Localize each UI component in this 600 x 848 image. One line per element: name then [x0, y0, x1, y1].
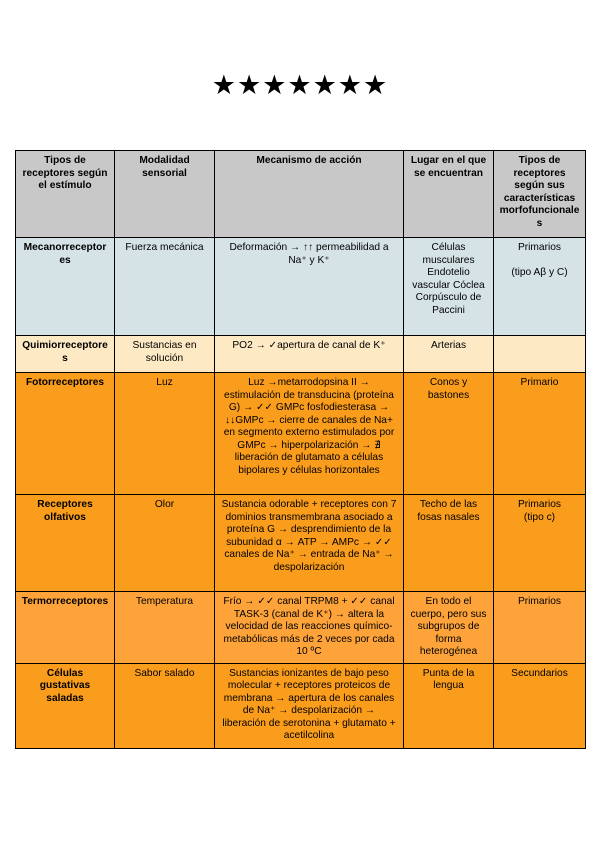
- table-row: [16, 336, 586, 373]
- cell-tipo: Mecanorreceptores: [16, 238, 115, 336]
- cell-modalidad: Fuerza mecánica: [115, 238, 215, 336]
- cell-mecanismo: Sustancias ionizantes de bajo peso molecular + receptores proteicos de membrana → apertura de los canales de Na⁺ → despolarización → liberación de serotonina + glutamato + acetilcolina: [215, 663, 404, 748]
- cell-tipo: Receptores olfativos: [16, 495, 115, 592]
- cell-lugar: Conos y bastones: [404, 373, 494, 495]
- cell-mecanismo: Luz →metarrodopsina II → estimulación de transducina (proteína G) → ✓✓ GMPc fosfodiesterasa → ↓↓GMPc → cierre de canales de Na+ en segmento externo estimulados por GMPc → hiperpolarización → ∄ liberación de glutamato a células bipolares y células horizontales: [215, 373, 404, 495]
- cell-tipo: Termorreceptores: [16, 592, 115, 664]
- cell-modalidad: Luz: [115, 373, 215, 495]
- cell-mecanismo: Sustancia odorable + receptores con 7 dominios transmembrana asociado a proteína G → desprendimiento de la subunidad α → ATP → AMPc → ✓✓ canales de Na⁺ → entrada de Na⁺ → despolarización: [215, 495, 404, 592]
- header-lugar: Lugar en el que se encuentran: [404, 151, 494, 238]
- table-row: [16, 373, 586, 495]
- cell-morfo: Primario: [494, 373, 586, 495]
- cell-tipo: Fotorreceptores: [16, 373, 115, 495]
- cell-tipo: Quimiorreceptores: [16, 336, 115, 373]
- receptors-table: [15, 150, 586, 749]
- cell-morfo: Primarios (tipo Aβ y C): [494, 238, 586, 336]
- table-row: [16, 663, 586, 748]
- cell-modalidad: Olor: [115, 495, 215, 592]
- cell-modalidad: Sabor salado: [115, 663, 215, 748]
- cell-lugar: Punta de la lengua: [404, 663, 494, 748]
- header-morfo: Tipos de receptores según sus características morfofuncionales: [494, 151, 586, 238]
- cell-morfo: Primarios: [494, 592, 586, 664]
- cell-lugar: Arterias: [404, 336, 494, 373]
- cell-morfo: [494, 336, 586, 373]
- cell-modalidad: Temperatura: [115, 592, 215, 664]
- cell-mecanismo: Frío → ✓✓ canal TRPM8 + ✓✓ canal TASK-3 (canal de K⁺) → altera la velocidad de las reacciones químico-metabólicas más de 2 veces por cada 10 ºC: [215, 592, 404, 664]
- cell-mecanismo: Deformación → ↑↑ permeabilidad a Na⁺ y K⁺: [215, 238, 404, 336]
- cell-lugar: En todo el cuerpo, pero sus subgrupos de forma heterogénea: [404, 592, 494, 664]
- cell-modalidad: Sustancias en solución: [115, 336, 215, 373]
- star-rating-banner: ★★★★★★★: [211, 70, 389, 101]
- cell-lugar: Techo de las fosas nasales: [404, 495, 494, 592]
- header-modalidad: Modalidad sensorial: [115, 151, 215, 238]
- cell-tipo: Células gustativas saladas: [16, 663, 115, 748]
- table-row: [16, 495, 586, 592]
- cell-mecanismo: PO2 → ✓apertura de canal de K⁺: [215, 336, 404, 373]
- table-row: [16, 592, 586, 664]
- table-header-row: [16, 151, 586, 238]
- cell-morfo: Primarios (tipo c): [494, 495, 586, 592]
- cell-morfo: Secundarios: [494, 663, 586, 748]
- table-row: [16, 238, 586, 336]
- header-tipo: Tipos de receptores según el estímulo: [16, 151, 115, 238]
- cell-lugar: Células musculares Endotelio vascular Cóclea Corpúsculo de Paccini: [404, 238, 494, 336]
- header-mecanismo: Mecanismo de acción: [215, 151, 404, 238]
